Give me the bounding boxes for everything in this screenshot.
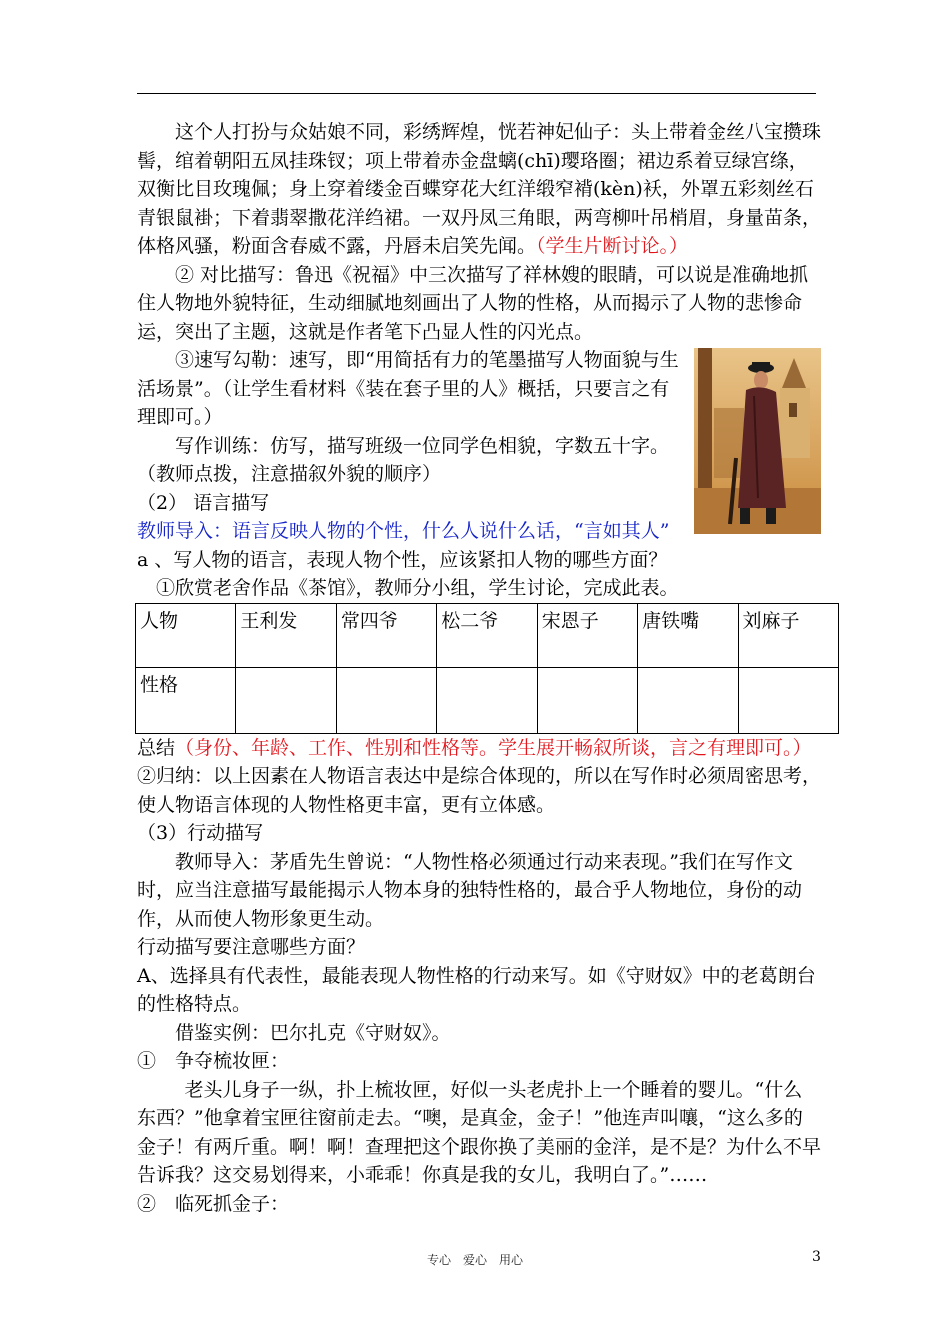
- example-item-2: ② 临死抓金子：: [137, 1192, 290, 1215]
- activity-teahouse: ①欣赏老舍作品《茶馆》，教师分小组，学生讨论，完成此表。: [156, 577, 679, 599]
- teacher-intro-action: 教师导入：茅盾先生曾说：“人物性格必须通过行动来表现。”我们在写作文时，应当注意描写最能揭示人物本身的独特性格的，最合乎人物地位，身份的动作，从而使人物形象更生动。: [137, 850, 803, 930]
- illustration-image: [694, 348, 821, 534]
- character-table: [135, 603, 839, 734]
- table-header-cell: 松二爷: [437, 603, 537, 667]
- table-header-cell: 王利发: [236, 603, 336, 667]
- table-cell: [236, 667, 336, 733]
- table-header-cell: 唐铁嘴: [638, 603, 738, 667]
- header-rule: [137, 93, 816, 94]
- table-header-cell: 宋恩子: [537, 603, 637, 667]
- paragraph-description: 这个人打扮与众姑娘不同，彩绣辉煌，恍若神妃仙子：头上带着金丝八宝攒珠髻，绾着朝阳五凤挂珠钗；项上带着赤金盘螭(chī)璎珞圈；裙边系着豆绿宫绦，双衡比目玫瑰佩；身上穿着缕金百蝶穿花大红洋缎窄褙(kèn)袄，外罩五彩刻丝石青银鼠褂；下着翡翠撒花洋绉裙。一双丹凤三角眼，两弯柳叶吊梢眉，身量苗条，体格风骚，粉面含春威不露，丹唇未启笑先闻。（学生片断讨论。）: [137, 121, 822, 257]
- table-cell: [336, 667, 436, 733]
- teacher-intro-language: 教师导入：语言反映人物的个性，什么人说什么话，“言如其人”: [137, 520, 670, 542]
- question-a: a 、写人物的语言，表现人物个性，应该紧扣人物的哪些方面？: [137, 548, 668, 571]
- paragraph-sketch: ③速写勾勒：速写，即“用简括有力的笔墨描写人物面貌与生活场景”。（让学生看材料《装在套子里的人》概括，只要言之有理即可。）: [137, 349, 679, 428]
- page-number: 3: [812, 1249, 821, 1265]
- discussion-note: （学生片断讨论。）: [536, 235, 689, 257]
- paragraph-writing-exercise: 写作训练：仿写，描写班级一位同学色相貌，字数五十字。（教师点拨，注意描叙外貌的顺序）: [137, 434, 670, 485]
- table-cell: [437, 667, 537, 733]
- example-item-1: ① 争夺梳妆匣：: [137, 1050, 290, 1072]
- footer-item: 专心: [426, 1253, 451, 1267]
- example-reference: 借鉴实例：巴尔扎克《守财奴》。: [175, 1021, 451, 1044]
- table-cell: [638, 667, 738, 733]
- section-heading-action: （3）行动描写: [137, 822, 264, 844]
- footer-item: 用心: [499, 1253, 524, 1267]
- footer-item: 爱心: [462, 1253, 487, 1267]
- example-quote: 老头儿身子一纵，扑上梳妆匣，好似一头老虎扑上一个睡着的婴儿。“什么东西？”他拿着宝匣往窗前走去。“噢，是真金，金子！”他连声叫嚷，“这么多的金子！有两斤重。啊！啊！查理把这个跟你换了美丽的金洋，是不是？为什么不早告诉我？这交易划得来，小乖乖！你真是我的女儿，我明白了。”……: [137, 1078, 822, 1186]
- summary-red: （身份、年龄、工作、性别和性格等。学生展开畅叙所谈，言之有理即可。）: [175, 736, 812, 759]
- document-body: [137, 118, 821, 1218]
- table-cell: [738, 667, 838, 733]
- question-action: 行动描写要注意哪些方面？: [137, 936, 366, 958]
- table-header-cell: 刘麻子: [738, 603, 838, 667]
- summary: 总结（身份、年龄、工作、性别和性格等。学生展开畅叙所谈，言之有理即可。）: [137, 736, 812, 759]
- section-heading-language: （2） 语言描写: [137, 491, 270, 514]
- table-row-label: 性格: [136, 667, 236, 733]
- page-footer: [0, 1251, 950, 1268]
- table-header-cell: 常四爷: [336, 603, 436, 667]
- paragraph-contrast: ② 对比描写：鲁迅《祝福》中三次描写了祥林嫂的眼睛，可以说是准确地抓住人物地外貌特征，生动细腻地刻画出了人物的性格，从而揭示了人物的悲惨命运，突出了主题，这就是作者笔下凸显人性的闪光点。: [137, 263, 809, 343]
- illustration-man-in-case: [694, 348, 821, 534]
- table-cell: [537, 667, 637, 733]
- conclusion: ②归纳：以上因素在人物语言表达中是综合体现的，所以在写作时必须周密思考，使人物语言体现的人物性格更丰富，更有立体感。: [137, 765, 822, 816]
- point-a: A、选择具有代表性，最能表现人物性格的行动来写。如《守财奴》中的老葛朗台的性格特点。: [137, 964, 816, 1015]
- table-row: [136, 667, 839, 733]
- table-row: [136, 603, 839, 667]
- table-header-cell: 人物: [136, 603, 236, 667]
